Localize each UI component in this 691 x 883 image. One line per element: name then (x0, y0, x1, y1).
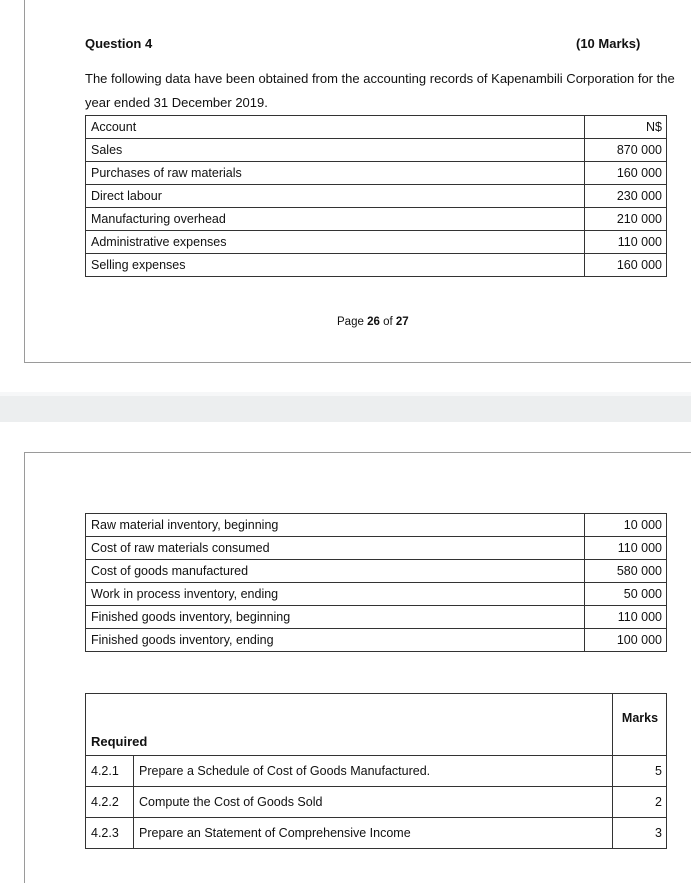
page-number-total: 27 (395, 316, 409, 328)
account-name: Finished goods inventory, beginning (86, 606, 585, 629)
page-number (337, 316, 409, 328)
table-row (86, 560, 667, 583)
table-row (86, 162, 667, 185)
account-name: Manufacturing overhead (86, 208, 585, 231)
table-row (86, 629, 667, 652)
account-name: Work in process inventory, ending (86, 583, 585, 606)
required-item (86, 756, 667, 787)
required-item-number: 4.2.1 (86, 756, 134, 787)
table-header-row (86, 116, 667, 139)
table-row (86, 208, 667, 231)
required-item-number: 4.2.3 (86, 818, 134, 849)
marks-header: Marks (613, 694, 667, 756)
account-name: Finished goods inventory, ending (86, 629, 585, 652)
account-amount: 100 000 (585, 629, 667, 652)
required-item-marks: 3 (613, 818, 667, 849)
table-row (86, 185, 667, 208)
account-name: Direct labour (86, 185, 585, 208)
account-amount: 50 000 (585, 583, 667, 606)
account-amount: 160 000 (585, 162, 667, 185)
account-amount: 110 000 (585, 606, 667, 629)
account-name: Purchases of raw materials (86, 162, 585, 185)
page-number-current: 26 (367, 316, 380, 328)
required-item (86, 787, 667, 818)
account-amount: 210 000 (585, 208, 667, 231)
table-row (86, 231, 667, 254)
document-page-2 (24, 452, 691, 883)
required-item-text: Compute the Cost of Goods Sold (134, 787, 613, 818)
required-title: Required (91, 734, 148, 749)
account-amount: 110 000 (585, 231, 667, 254)
page-number-prefix: Page (337, 316, 364, 328)
required-table (85, 693, 667, 849)
required-item-number: 4.2.2 (86, 787, 134, 818)
question-marks: (10 Marks) (576, 36, 641, 51)
account-amount: 870 000 (585, 139, 667, 162)
account-name: Cost of goods manufactured (86, 560, 585, 583)
account-name: Sales (86, 139, 585, 162)
account-amount: 160 000 (585, 254, 667, 277)
table-row (86, 606, 667, 629)
account-name: Administrative expenses (86, 231, 585, 254)
question-intro: The following data have been obtained from the accounting records of Kapenambili Corporation for the year ended 31 December 2019. (85, 71, 675, 110)
table-row (86, 583, 667, 606)
accounts-table (85, 115, 667, 277)
required-item-text: Prepare a Schedule of Cost of Goods Manufactured. (134, 756, 613, 787)
required-item-marks: 5 (613, 756, 667, 787)
table-row (86, 254, 667, 277)
page-number-of: of (383, 316, 393, 328)
required-header-row (86, 694, 667, 756)
account-name: Raw material inventory, beginning (86, 514, 585, 537)
question-title: Question 4 (85, 36, 153, 51)
table-row (86, 537, 667, 560)
table-row (86, 139, 667, 162)
account-name: Selling expenses (86, 254, 585, 277)
account-amount: 230 000 (585, 185, 667, 208)
account-name: Cost of raw materials consumed (86, 537, 585, 560)
page-gap (0, 396, 691, 422)
required-item-text: Prepare an Statement of Comprehensive Income (134, 818, 613, 849)
account-amount: 10 000 (585, 514, 667, 537)
inventory-table (85, 513, 667, 652)
account-amount: 580 000 (585, 560, 667, 583)
document-page-1 (24, 0, 691, 363)
required-title-cell (86, 694, 613, 756)
required-item (86, 818, 667, 849)
currency-header: N$ (585, 116, 667, 139)
account-header: Account (86, 116, 585, 139)
table-row (86, 514, 667, 537)
account-amount: 110 000 (585, 537, 667, 560)
required-item-marks: 2 (613, 787, 667, 818)
